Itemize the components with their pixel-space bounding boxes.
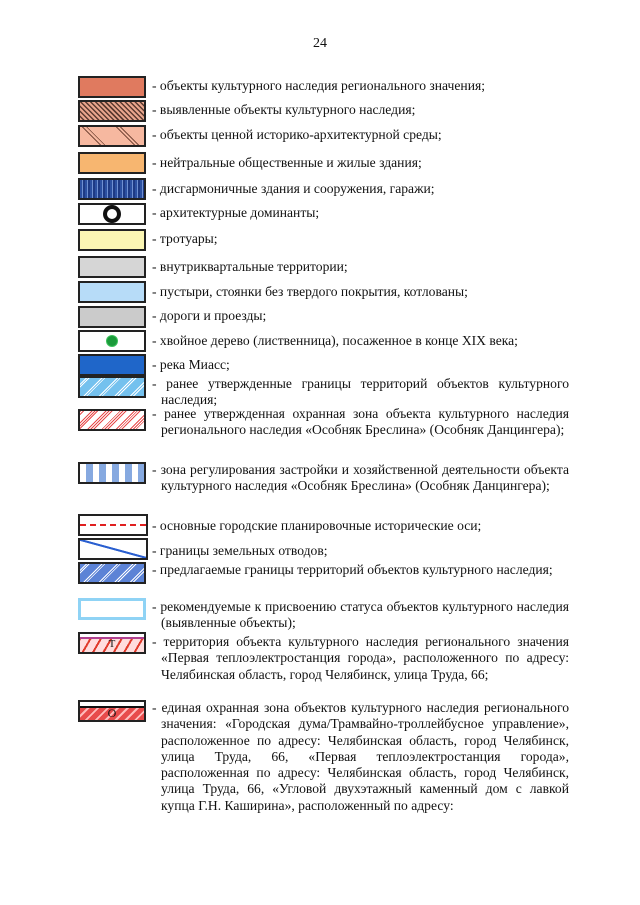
roads-swatch [78,306,146,328]
legend-text: - ранее утвержденные границы территорий объектов культурного наследия; [152,376,569,408]
intra-block-swatch [78,256,146,278]
vacant-lots-swatch [78,281,146,303]
legend-text: - река Миасс; [152,357,230,372]
legend-text: - архитектурные доминанты; [152,205,320,220]
larch-tree-swatch [78,330,146,352]
historic-environment-swatch [78,125,146,147]
legend-text: - рекомендуемые к присвоению статуса объектов культурного наследия (выявленные объекты); [152,599,569,631]
power-station-territory-swatch: Т [78,632,146,654]
regulation-zone-swatch [78,462,146,484]
land-plots-swatch [78,538,148,560]
dash-dot-line [80,524,146,526]
unified-protection-zone-swatch: О [78,700,146,722]
legend-text: - зона регулирования застройки и хозяйственной деятельности объекта культурного наследия «Особняк Бреслина» (Особняк Данцингера); [152,462,569,494]
disharmonious-buildings-swatch [78,178,146,200]
identified-heritage-swatch [78,100,146,122]
legend-text: - ранее утвержденная охранная зона объекта культурного наследия регионального наследия «Особняк Бреслина» (Особняк Данцингера); [152,406,569,438]
regional-heritage-swatch [78,76,146,98]
page-number: 24 [313,36,327,51]
river-swatch [78,354,146,376]
recommended-status-swatch [78,598,146,620]
legend-text: - единая охранная зона объектов культурного наследия регионального значения: «Городская дума/Трамвайно-троллейбусное управление», расположенное по адресу: Челябинская область, город Челябинск, улица Труда, 66, «Первая теплоэлектростанция города», расположенная по адресу: Челябинская область, город Челябинск, улица Труда, 66, «Угловой двухэтажный каменный дом с лавкой купца Г.Н. Каширина», расположенный по адресу: [152,700,569,813]
legend-text: - внутриквартальные территории; [152,259,348,274]
legend-text: - предлагаемые границы территорий объектов культурного наследия; [152,562,553,577]
prev-boundaries-swatch [78,376,146,398]
legend-text: - основные городские планировочные исторические оси; [152,518,482,533]
ring-icon [103,205,121,223]
legend-text: - объекты ценной историко-архитектурной среды; [152,127,442,142]
neutral-buildings-swatch [78,152,146,174]
legend-text: - хвойное дерево (лиственница), посаженное в конце XIX века; [152,333,518,348]
architectural-dominant-swatch [78,203,146,225]
legend-text: - границы земельных отводов; [152,543,328,558]
proposed-boundaries-swatch [78,562,146,584]
legend-text: - объекты культурного наследия регионального значения; [152,78,485,93]
legend-text: - выявленные объекты культурного наследия; [152,102,416,117]
legend-text: - нейтральные общественные и жилые здания; [152,155,422,170]
legend-text: - тротуары; [152,231,218,246]
legend-text: - дороги и проезды; [152,308,267,323]
legend-text: - территория объекта культурного наследия регионального значения «Первая теплоэлектростанция города», расположенного по адресу: Челябинская область, город Челябинск, улица Труда, 66; [152,634,569,682]
legend-text: - дисгармоничные здания и сооружения, гаражи; [152,181,435,196]
planning-axes-swatch [78,514,148,536]
sidewalks-swatch [78,229,146,251]
prev-protection-zone-swatch [78,409,146,431]
tree-icon [107,336,117,346]
legend-text: - пустыри, стоянки без твердого покрытия, котлованы; [152,284,468,299]
